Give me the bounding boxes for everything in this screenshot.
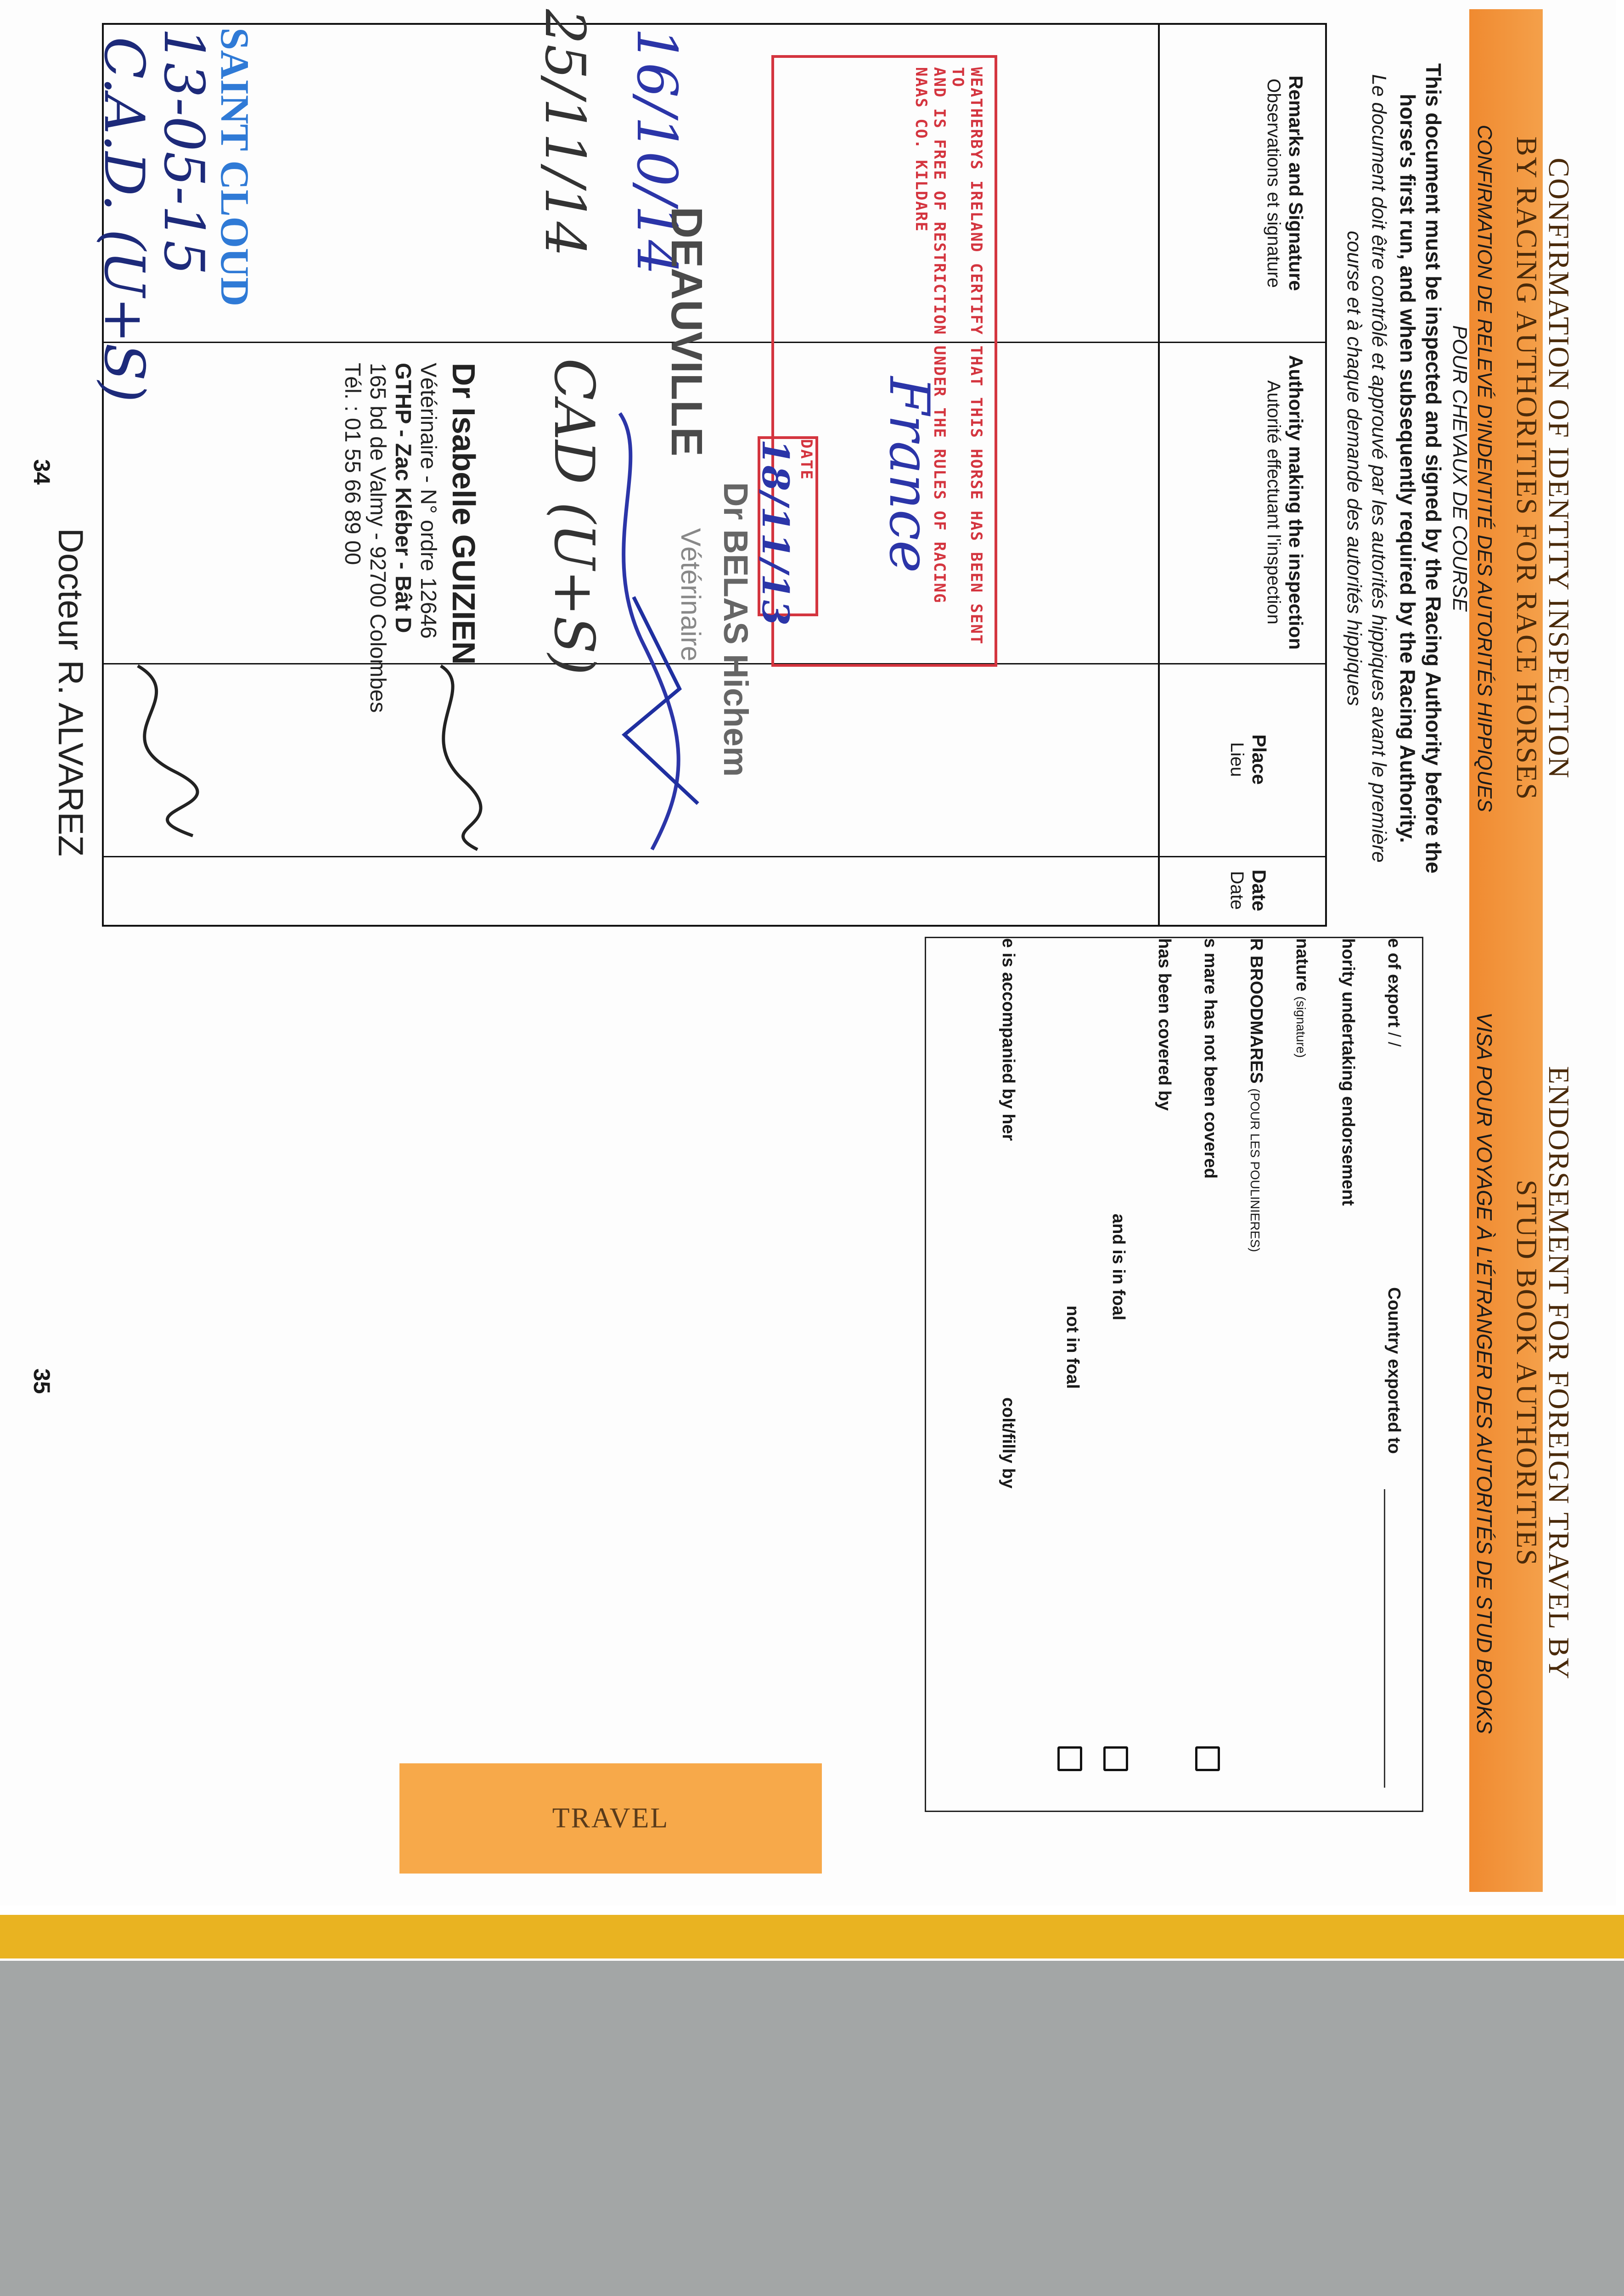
vet1-title: Vétérinaire [675, 528, 706, 662]
subtitle-line-2: POUR CHEVAUX DE COURSE [1449, 325, 1471, 612]
weatherbys-line-3: NAAS CO. KILDARE [912, 67, 930, 232]
vet2-line-4: Tél. : 01 55 66 89 00 [340, 363, 365, 565]
field-not-in-foal: not in foal [1063, 1306, 1082, 1389]
field-broodmares: R BROODMARES (POUR LES POULINIERES) [1247, 938, 1266, 1252]
hand-date-2: 25/11/14 [533, 9, 596, 257]
weatherbys-line-1: WEATHERBYS IRELAND CERTIFY THAT THIS HORSE HAS BEEN SENT TO [949, 67, 985, 645]
field-country: Country exported to [1384, 1287, 1404, 1454]
header-date-en: Date [1248, 869, 1270, 912]
header-remarks-en: Remarks and Signature [1285, 75, 1307, 291]
vet2-name: Dr Isabelle GUIZIEN [446, 363, 482, 665]
header-place-en: Place [1248, 734, 1270, 785]
header-authority-en: Authority making the inspection [1285, 355, 1307, 650]
intro-fr-line-2: course et à chaque demande des autorités hippiques [1343, 231, 1366, 706]
travel-tab-label: TRAVEL [552, 1802, 669, 1834]
header-remarks-fr: Observations et signature [1264, 79, 1284, 288]
field-covered: has been covered by [1155, 938, 1174, 1111]
field-authority: hority undertaking endorsement [1338, 938, 1358, 1206]
vet2-line-1: Vétérinaire - N° ordre 12646 [416, 363, 440, 639]
intro-line-1: This document must be inspected and signed by the Racing Authority before the [1422, 63, 1445, 874]
header-authority-fr: Autorité effectuant l'inspection [1264, 380, 1284, 625]
field-date-export: e of export / / [1384, 938, 1404, 1047]
intro-fr-line-1: Le document doit être contrôlé et approuvé par les autorités hippiques avant le première [1368, 74, 1390, 863]
vet3-name: Docteur R. ALVAREZ [51, 528, 90, 857]
hand-auth-1: CAD (U+S) [542, 358, 606, 675]
hand-destination: France [877, 377, 941, 573]
weatherbys-line-2: AND IS FREE OF RESTRICTION UNDER THE RULES OF RACING [930, 67, 949, 604]
page-number-35: 35 [29, 1368, 55, 1394]
place-saint-cloud: SAINT CLOUD [212, 28, 257, 307]
signature-3 [138, 666, 197, 836]
intro-line-2: horse's first run, and when subsequently required by the Racing Authority. [1396, 94, 1420, 843]
r-title-line-2: STUD BOOK AUTHORITIES [1511, 1180, 1543, 1566]
field-signature: nature (signature) [1292, 938, 1312, 1058]
signature-2 [441, 666, 481, 850]
field-accompanied: e is accompanied by her [999, 938, 1018, 1141]
field-in-foal: and is in foal [1109, 1214, 1128, 1321]
vet1-name: Dr BELAS Hichem [717, 482, 755, 777]
subtitle-line-1: CONFIRMATION DE RELEVÉ D'INDENTITÉ DES AUTORITÉS HIPPIQUES [1473, 124, 1496, 812]
hand-date-1: 16/10/14 [624, 28, 688, 275]
header-date-fr: Date [1227, 871, 1247, 910]
page-35-subtitle: VISA POUR VOYAGE À L'ÉTRANGER DES AUTORITÉS DE STUD BOOKS [1472, 1012, 1496, 1734]
field-not-covered: s mare has not been covered [1201, 938, 1220, 1179]
hand-auth-2: C.A.D. (U+S) [92, 37, 156, 403]
title-line-1: CONFIRMATION OF IDENTITY INSPECTION [1543, 158, 1575, 779]
r-title-line-1: ENDORSEMENT FOR FOREIGN TRAVEL BY [1543, 1066, 1575, 1680]
place-deauville: DEAUVILLE [662, 207, 711, 457]
hand-date-3: 13-05-15 [152, 28, 215, 276]
date-stamp-value: 18/11/13 [754, 439, 797, 627]
header-place-fr: Lieu [1227, 742, 1247, 777]
field-colt: colt/filly by [999, 1397, 1018, 1489]
page-number-34: 34 [29, 459, 55, 485]
date-stamp-label: DATE [797, 439, 815, 480]
vet2-line-2: GTHP - Zac Kléber - Bât D [391, 363, 415, 633]
vet2-line-3: 165 bd de Valmy - 92700 Colombes [365, 363, 390, 713]
title-line-2: BY RACING AUTHORITIES FOR RACE HORSES [1511, 136, 1543, 800]
